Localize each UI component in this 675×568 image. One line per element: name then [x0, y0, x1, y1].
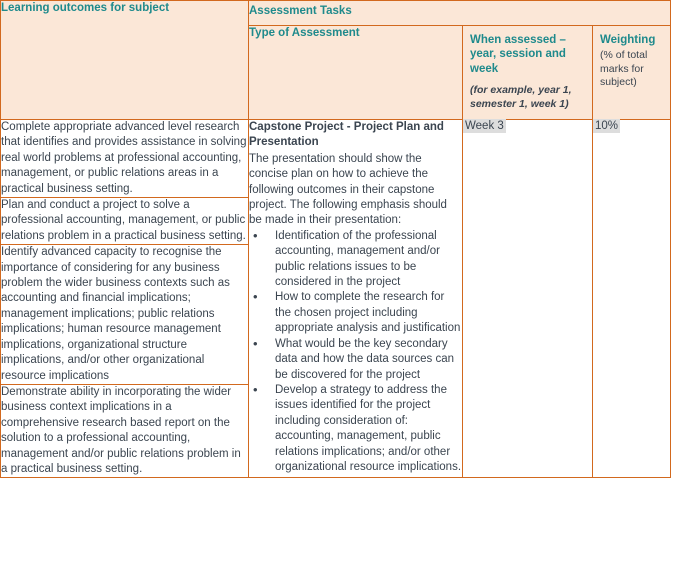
assessment-task-heading: Capstone Project - Project Plan and Presentation: [249, 121, 444, 149]
list-item: • What would be the key secondary data and how the data sources can be discovered for the project: [249, 337, 462, 383]
list-item: • Identification of the professional accounting, management and/or public relations issues to be considered in the project: [249, 229, 462, 291]
list-item: • How to complete the research for the chosen project including appropriate analysis and justification: [249, 290, 462, 336]
weighting-cell: [593, 120, 671, 478]
weighting-value: 10%: [595, 120, 619, 132]
table-header-row-top: [1, 1, 671, 26]
header-label-type-of-assessment: Type of Assessment: [249, 26, 360, 39]
header-cell-weighting: [593, 25, 671, 120]
when-assessed-value: Week 3: [465, 120, 504, 132]
header-label-when-assessed: When assessed – year, session and week: [470, 33, 566, 75]
header-cell-assessment-tasks: [249, 1, 671, 26]
assessment-task-cell: [249, 120, 463, 478]
table-row: [1, 120, 671, 198]
header-cell-learning-outcomes: [1, 1, 249, 120]
assessment-task-bullet-list: [249, 229, 462, 476]
list-item: • Develop a strategy to address the issues identified for the project including consideration of: accounting, management, public relations implications; and/or other organizational resource implications.: [249, 383, 462, 475]
assessment-task-intro: The presentation should show the concise plan on how to achieve the following outcomes in their capstone project. The following emphasis should be made in their presentation:: [249, 152, 447, 227]
header-label-weighting: Weighting: [600, 33, 656, 46]
learning-outcome-cell-3: Identify advanced capacity to recognise the importance of considering for any business problem the wider business contexts such as accounting and financial implications; management implications; public relations implications; human resource management implications, organizational structure implications, and/or other organizational resource implications: [1, 245, 249, 385]
header-sublabel-weighting: (% of total marks for subject): [600, 49, 648, 88]
learning-outcome-cell-2: Plan and conduct a project to solve a professional accounting, management, or public relations problem in a practical business setting.: [1, 198, 249, 245]
when-assessed-cell: [463, 120, 593, 478]
learning-outcome-cell-1: Complete appropriate advanced level research that identifies and provides assistance in solving real world problems at professional accounting, management, or public relations areas in a practical business setting.: [1, 120, 249, 198]
header-cell-type-of-assessment: [249, 25, 463, 120]
header-label-learning-outcomes: Learning outcomes for subject: [1, 2, 170, 14]
header-label-assessment-tasks: Assessment Tasks: [249, 5, 352, 17]
header-sublabel-when-assessed-example: (for example, year 1, semester 1, week 1): [470, 84, 572, 110]
header-cell-when-assessed: [463, 25, 593, 120]
learning-outcome-cell-4: Demonstrate ability in incorporating the wider business context implications in a comprehensive research based report on the solution to a professional accounting, management and/or public relations problem in a practical business setting.: [1, 384, 249, 477]
